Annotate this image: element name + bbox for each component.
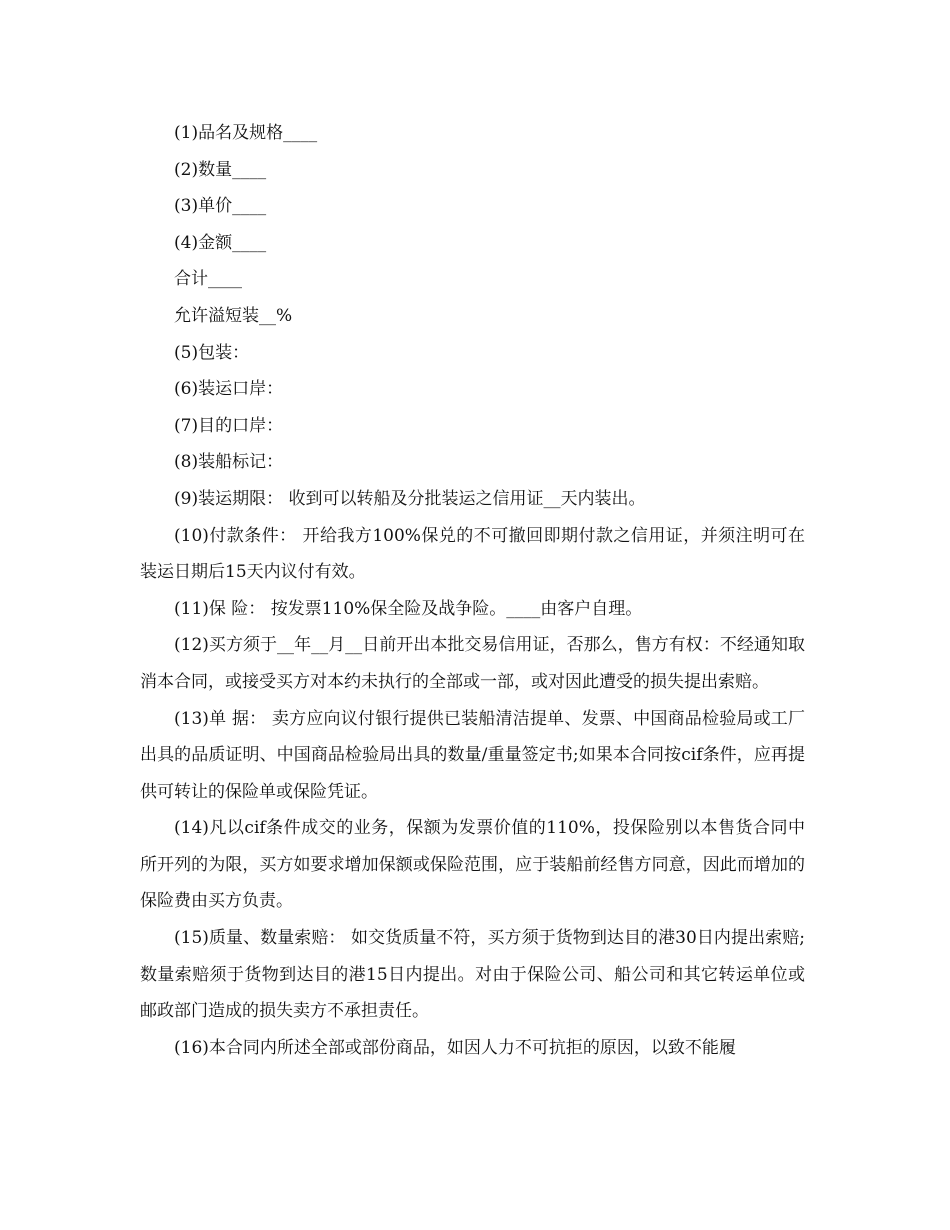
clause-letter-of-credit-deadline: (12)买方须于__年__月__日前开出本批交易信用证，否那么，售方有权：不经通知取消本合同，或接受买方对本约未执行的全部或一部，或对因此遭受的损失提出索赔。 bbox=[140, 635, 805, 692]
clause-claims: (15)质量、数量索赔： 如交货质量不符，买方须于货物到达目的港30日内提出索赔;数量索赔须于货物到达目的港15日内提出。对由于保险公司、船公司和其它转运单位或邮政部门造成的损失卖方不承担责任。 bbox=[140, 928, 805, 1022]
clause-tolerance: 允许溢短装__% bbox=[174, 305, 293, 326]
clause-packing: (5)包装： bbox=[174, 342, 250, 363]
clause-shipping-marks: (8)装船标记： bbox=[174, 452, 284, 473]
clause-cif-insurance: (14)凡以cif条件成交的业务，保额为发票价值的110%，投保险别以本售货合同中所开列的为限，买方如要求增加保额或保险范围，应于装船前经售方同意，因此而增加的保险费由买方负责。 bbox=[140, 818, 805, 912]
clause-amount: (4)金额____ bbox=[174, 232, 267, 253]
clause-insurance: (11)保 险： 按发票110%保全险及战争险。____由客户自理。 bbox=[174, 598, 643, 619]
contract-clauses bbox=[140, 115, 805, 1066]
clause-shipment-period: (9)装运期限： 收到可以转船及分批装运之信用证__天内装出。 bbox=[174, 488, 646, 509]
clause-destination-port: (7)目的口岸： bbox=[174, 415, 284, 436]
clause-product-spec: (1)品名及规格____ bbox=[174, 123, 318, 143]
clause-quantity: (2)数量____ bbox=[174, 159, 267, 180]
clause-loading-port: (6)装运口岸： bbox=[174, 379, 284, 400]
clause-documents: (13)单 据： 卖方应向议付银行提供已装船清洁提单、发票、中国商品检验局或工厂出具的品质证明、中国商品检验局出具的数量/重量签定书;如果本合同按cif条件，应再提供可转让的保险单或保险凭证。 bbox=[140, 708, 805, 802]
clause-force-majeure: (16)本合同内所述全部或部份商品，如因人力不可抗拒的原因，以致不能履 bbox=[174, 1037, 736, 1058]
clause-unit-price: (3)单价____ bbox=[174, 196, 267, 217]
clause-payment-terms: (10)付款条件： 开给我方100%保兑的不可撤回即期付款之信用证，并须注明可在装运日期后15天内议付有效。 bbox=[140, 525, 805, 583]
clause-total: 合计____ bbox=[174, 269, 242, 290]
